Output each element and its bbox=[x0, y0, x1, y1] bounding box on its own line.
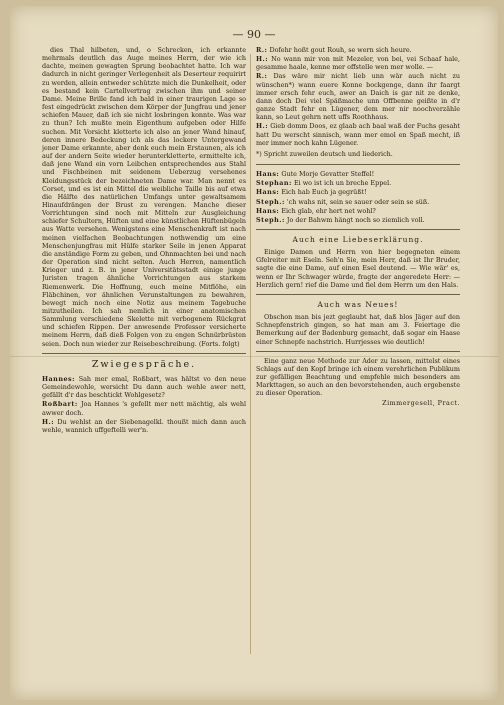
dialogue-text: Gieb domm Doos, ez glaab ach baal waß der Fuchs gesaht hatt Du werscht sinnisch, wann mer emol en Spaß mecht, iß mer immer noch kahn Lügener. bbox=[256, 122, 460, 147]
section-divider bbox=[256, 229, 460, 230]
section-divider bbox=[256, 351, 460, 352]
speaker-name: H.: bbox=[42, 417, 55, 426]
speaker-name: H.: bbox=[256, 122, 269, 131]
dialogue-text: Joa Hannes 's gefellt mer nett mächtig, als wehl awwer doch. bbox=[42, 400, 246, 417]
left-column bbox=[42, 46, 246, 676]
section-heading: Zwiegespräche. bbox=[91, 358, 197, 370]
footnote: *) Spricht zuweilen deutsch und liederich. bbox=[256, 149, 393, 158]
dialogue-line bbox=[256, 216, 460, 224]
section-title: Auch was Neues! bbox=[317, 299, 399, 309]
section-divider bbox=[256, 164, 460, 165]
speaker-name: Steph.: bbox=[256, 197, 285, 206]
dialogue-text: Jo der Bahwm hängt noch so ziemlich voll. bbox=[286, 215, 425, 224]
dialogue-text: Sah mer emal, Roßbart, was hältst vo den neue Gemeindewohle, wersicht Du dann auch wehle awer nett, gefällt d'r das beschtickt Wohlgesetz? bbox=[42, 374, 246, 400]
dialogue-line bbox=[256, 188, 460, 196]
speaker-name: Roßbart: bbox=[42, 400, 78, 409]
dialogue-line bbox=[256, 207, 460, 215]
dialogue-line bbox=[256, 55, 460, 71]
right-column bbox=[256, 46, 460, 646]
dialogue-text: Gute Morje Gevatter Steffel! bbox=[281, 170, 375, 179]
dialogue-line bbox=[256, 170, 460, 178]
dialogue-line bbox=[256, 179, 460, 187]
newspaper-page bbox=[10, 6, 498, 700]
signature: Zimmergesell, Pract. bbox=[382, 399, 460, 408]
dialogue-text: Dofehr hoßt gout Rouh, se wern sich heure. bbox=[269, 46, 412, 54]
dialogue-line bbox=[42, 418, 246, 434]
speaker-name: Hans: bbox=[256, 206, 280, 215]
dialogue-line bbox=[256, 72, 460, 121]
dialogue-text: Eich glab, ehr hert net wohl? bbox=[281, 206, 376, 215]
speaker-name: R.: bbox=[256, 46, 268, 54]
section-divider bbox=[42, 353, 246, 354]
dialogue-line bbox=[42, 400, 246, 416]
speaker-name: R.: bbox=[256, 72, 268, 81]
dialogue-text: 'ch wahs nit, sein se sauer oder sein se süß. bbox=[286, 197, 430, 206]
dialogue-line bbox=[42, 375, 246, 399]
speaker-name: Hannes: bbox=[42, 374, 75, 383]
dialogue-text: Eich hab Euch ja gegrüßt! bbox=[281, 188, 367, 197]
dialogue-line bbox=[256, 198, 460, 206]
dialogue-text: Das wäre mir nicht lieb unn wär auch nicht zu wünschen*) wann euere Konne bockgenge, dann ihr faargt immer ersch fehr euch, awer an Daich is gar nit ze denke, dann doch Dei viel Späßmache unn Offbenne geißte in d'r ganze Stadt fehr en Lügener, dem mer nir noochverzähle kann, so Leut gehrn nett uffs Roothhaus. bbox=[256, 72, 460, 122]
column-divider bbox=[250, 54, 251, 654]
section-divider bbox=[256, 294, 460, 295]
speaker-name: Hans: bbox=[256, 170, 280, 179]
advertisement-body: Eine ganz neue Methode zur Ader zu lassen, mittelst eines Schlags auf den Kopf bringe ich einem verehrlichen Publikum zur gefälligen Beachtung und empfehle mich besonders am Markttagen, so auch an den bevorstehenden, auch ergebenste zu dieser Operation. bbox=[256, 356, 460, 398]
article-body: dies Thal hilbeten, und, o Schrecken, ich erkannte mehrmals deutlich das Auge meines Herrn, der wie ich dachte, meinen gewagten Sprung beobachtet hatte. Ich war dadurch in nicht geringer Verlegenheit als Deserteur requirirt zu werden, allein entweder schützte mich die Dunkelheit, oder es bestand kein Cartellvertrag zwischen ihm und seiner Dame. Meine Brille fand ich bald in einer traurigen Lage so fest eingedrückt zwischen dem Körper der Jungfrau und jener schiefen Mauer, daß ich sie nicht losbringen konnte. Was war zu thun? Ich mußte mein Eigenthum aufgeben oder Hilfe suchen. Mit Vorsicht kletterte ich also an jener Wand hinauf, deren innere Bedeckung ich als das lockere Untergewand jener Dame erkannte, aber denk euch mein Erstaunen, als ich auf der andern Seite wieder herunterkletterte, ermittelte ich, daß jene Wand ein vorn Leibchen entsprechendes aus Stahl und Fischbeinen mit seidenem Ueberzug versehenes Kleidungsstück der bezeichneten Dame war. Man nennt es Corset, und es ist ein Mittel die weibliche Taille bis auf etwa die Hälfte des natürlichen Umfangs unter gewaltsamem Hinaufdrängen der Brust zu verengen. Manche dieser Vorrichtungen sind noch mit Mitteln zur Ausgleichung schiefer Schultern, Hüften und eine künstlichen Hüftenbügeln aus Watte versehen. Wenigstens eine Menschenkraft ist nach meinen vielfachen Beobachtungen nothwendig um eine Menschenjungfrau mit Hülfe starker Seile in jenen Apparat die anständige Form zu geben, und Ohnmachten bei und nach der Operation sind nicht selten. Auch Herren, namentlich Krieger und z. B. in jener Universitätsstadt einige junge Juristen tragen ähnliche Vorrichtungen aus starkem Riemenwerk. Die Hoffnung, euch meine Mitflöhe, ein Fläbchinen, vor ähnlichen Verunstaltungen zu bewahren, bewegt mich noch eine Notiz aus meinem Tagebuche mitzutheilen. Ich sah nemlich in einer anatomischen Sammlung verschiedene Skelette mit verbogenem Rückgrat und schiefen Rippen. Der anwesende Professor versicherte meinem Herrn, daß dieß Folgen von zu engen Schnürbrüsten seien. Doch nun wieder zur Reisebeschreibung. (Forts. folgt) bbox=[42, 46, 246, 348]
speaker-name: Steph.: bbox=[256, 215, 285, 224]
speaker-name: Hans: bbox=[256, 188, 280, 197]
section-body: Obschon man bis jezt geglaubt hat, daß blos Jäger auf den Schnepfenstrich gingen, so hat man am 3. Feiertage die Bemerkung auf der Badenburg gemacht, daß sogar ein Haase einer Schnepfe nachstrich. Hurrjesses wie deutlich! bbox=[256, 313, 460, 346]
section-body: Einige Damen und Herrn von hier begegneten einem Gfelreiter mit Eseln. Seh'n Sie, mein Herr, daß ist Ihr Bruder, sagte die eine Dame, auf einen Esel deutend. — Wie wär' es, wenn er Ihr Schwager würde, fragte der angeredete Herr: — Herzlich gern! rief die Dame und fiel dem Herrn um den Hals. bbox=[256, 248, 460, 289]
page-number: — 90 — bbox=[232, 28, 276, 41]
section-title: Auch eine Liebeserklärung. bbox=[292, 234, 424, 244]
speaker-name: H.: bbox=[256, 55, 269, 64]
dialogue-text: No wann mir von mit Mezeler, von bei, vei Schaaf hale, gesamme haale, kenne mer offstelle wen mer wolle. — bbox=[256, 55, 460, 72]
speaker-name: Stephan: bbox=[256, 179, 292, 188]
dialogue-line bbox=[256, 122, 460, 146]
dialogue-line bbox=[256, 46, 460, 54]
dialogue-text: Du wehlst an der Siebenagelkl. thoußt mich dann auch wehle, wannich uffgeftelli wer'n. bbox=[42, 417, 246, 434]
dialogue-text: Ei wo ist ich un breche Eppel. bbox=[293, 179, 392, 188]
